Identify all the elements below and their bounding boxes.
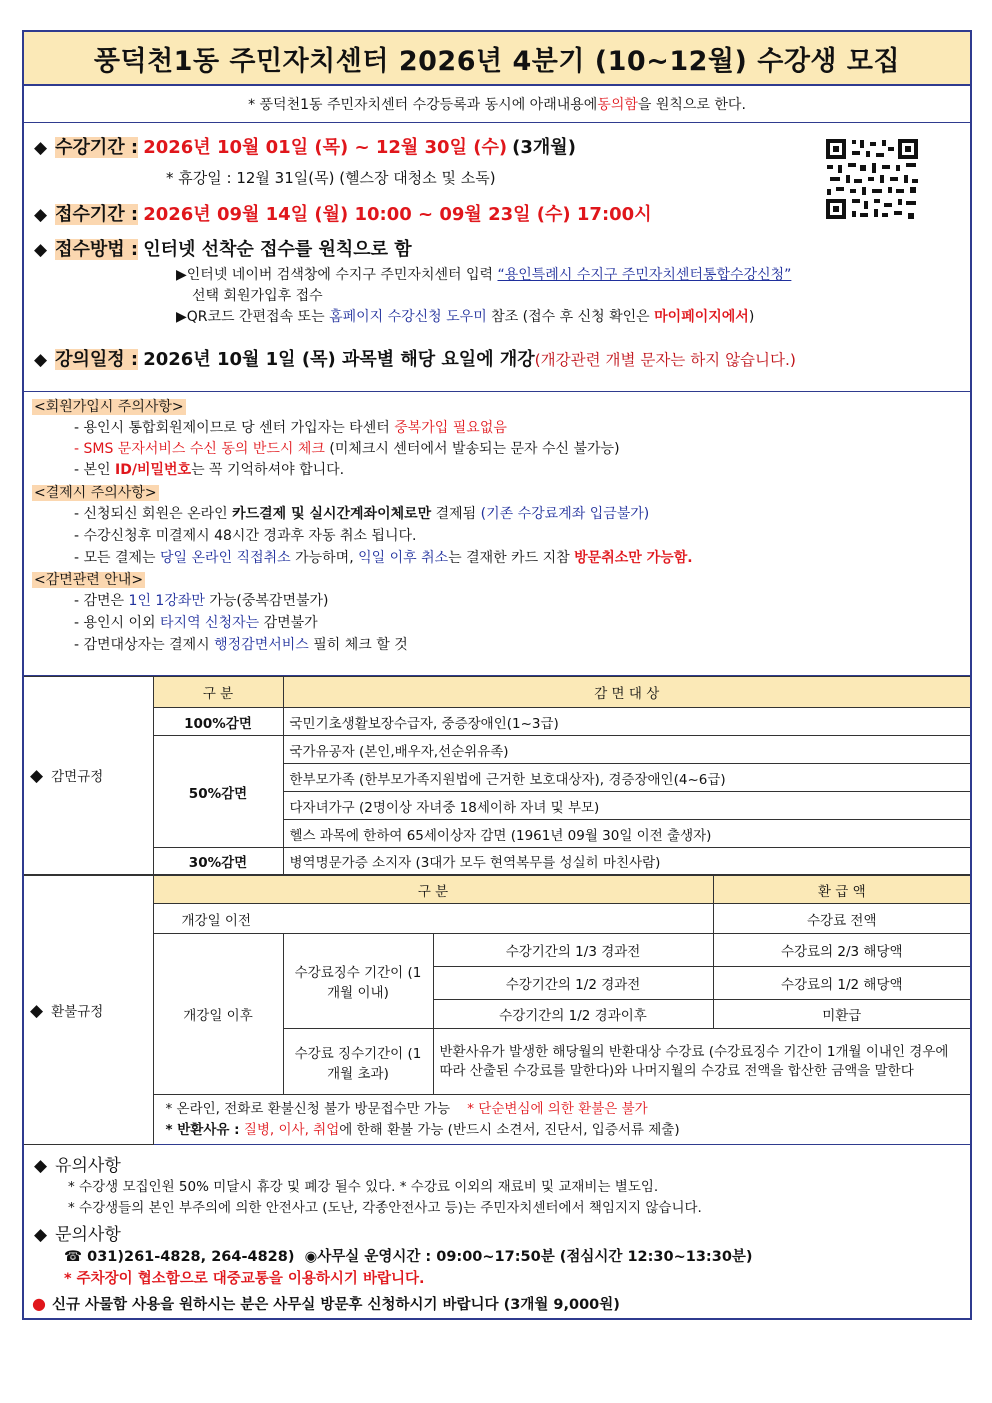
discount-100-value: 국민기초생활보장수급자, 중증장애인(1~3급)	[283, 708, 970, 736]
refund-side-label	[24, 876, 153, 1145]
member-note-2-red: - SMS 문자서비스 수신 동의 반드시 체크	[74, 441, 325, 457]
discount-table	[24, 676, 970, 875]
refund-after-label: 개강일 이후	[153, 934, 283, 1095]
method-line3-prefix: ▶QR코드 간편접속 또는	[176, 309, 330, 325]
discount-100-label: 100%감면	[153, 708, 283, 736]
method-line3-mid: 참조 (접수 후 신청 확인은	[486, 309, 655, 325]
method-line-3	[176, 306, 754, 326]
period-months: (3개월)	[512, 137, 576, 158]
discount-note-1-suffix: 가능(중복감면불가)	[204, 593, 329, 609]
discount-30-value: 병역명문가증 소지자 (3대가 모두 현역복무를 성실히 마친사람)	[283, 848, 970, 875]
method-line1-prefix: ▶인터넷 네이버 검색창에 수지구 주민자치센터 입력	[176, 267, 498, 283]
consent-suffix: 을 원칙으로 한다.	[637, 97, 746, 113]
member-note-2	[74, 438, 620, 458]
refund-before-value: 수강료 전액	[713, 904, 970, 934]
discount-note-3-prefix: - 감면대상자는 결제시	[74, 637, 215, 653]
refund-header-category: 구 분	[153, 876, 713, 904]
contact-heading-text: 문의사항	[55, 1225, 121, 1245]
refund-amount: 미환급	[713, 1000, 970, 1029]
method-line-2: 선택 회원가입후 접수	[192, 288, 323, 304]
parking-note: * 주차장이 협소함으로 대중교통을 이용하시기 바랍니다.	[64, 1271, 425, 1287]
footer-section	[24, 1145, 970, 1313]
payment-note-3-prefix: - 모든 결제는	[74, 550, 161, 566]
refund-note-2-suffix: 에 한해 환불 가능 (반드시 소견서, 진단서, 입증서류 제출)	[339, 1121, 680, 1138]
caution-heading-text: 유의사항	[55, 1156, 121, 1176]
notice-sheet	[22, 30, 972, 1320]
payment-note-1-mid: 결제됨	[431, 506, 481, 522]
member-note-2-suffix: (미체크시 센터에서 발송되는 문자 수신 불가능)	[324, 441, 620, 457]
refund-note-2	[166, 1120, 965, 1141]
refund-note-1	[166, 1099, 965, 1120]
red-dot-icon: ●	[32, 1294, 46, 1313]
phone-number[interactable]: ☎ 031)261-4828, 264-4828)	[64, 1249, 295, 1265]
refund-note-2-red: 질병, 이사, 취업	[239, 1121, 340, 1138]
diamond-icon: ◆	[30, 1000, 44, 1021]
discount-header-category: 구 분	[153, 677, 283, 708]
schedule-note: (개강관련 개별 문자는 하지 않습니다.)	[534, 351, 796, 369]
refund-side-text: 환불규정	[51, 1003, 104, 1020]
discount-note-1-prefix: - 감면은	[74, 593, 129, 609]
payment-note-3-blue2: 익일 이후 취소	[358, 550, 449, 566]
payment-note-3-mid: 가능하며,	[290, 550, 359, 566]
member-note-1	[74, 417, 507, 437]
info-section	[24, 123, 970, 392]
discount-50-value: 국가유공자 (본인,배우자,선순위유족)	[283, 736, 970, 764]
caution-heading	[34, 1151, 121, 1176]
payment-note-1-prefix: - 신청되신 회원은 온라인	[74, 506, 233, 522]
diamond-icon: ◆	[34, 240, 48, 260]
refund-over-value: 반환사유가 발생한 해당월의 반환대상 수강료 (수강료징수 기간이 1개월 이내인 경우에 따라 산출된 수강료를 말한다)와 나머지월의 수강료 전액을 합산한 금액을 말한다	[433, 1029, 970, 1095]
member-note-3-suffix: 는 꼭 기억하셔야 합니다.	[191, 462, 345, 478]
diamond-icon: ◆	[34, 1225, 48, 1245]
page-title: 풍덕천1동 주민자치센터 2026년 4분기 (10~12월) 수강생 모집	[24, 32, 970, 86]
discount-note-1	[74, 590, 328, 610]
qr-code-icon[interactable]	[824, 137, 920, 221]
locker-note-text: 신규 사물함 사용을 원하시는 분은 사무실 방문후 신청하시기 바랍니다 (3개월 9,000원)	[51, 1297, 620, 1313]
payment-notes-heading-text: <결제시 주의사항>	[34, 485, 157, 501]
payment-note-1-blue: (기존 수강료계좌 입금불가)	[480, 506, 650, 522]
refund-before-label: 개강일 이전	[153, 904, 713, 934]
method-line3-suffix: )	[748, 309, 755, 325]
reception-value: 2026년 09월 14일 (월) 10:00 ~ 09월 23일 (수) 17:00시	[143, 204, 652, 225]
member-note-3	[74, 459, 344, 479]
discount-note-2	[74, 612, 318, 632]
diamond-icon: ◆	[34, 1156, 48, 1176]
method-row	[34, 235, 412, 261]
member-note-3-prefix: - 본인	[74, 462, 116, 478]
caution-line-1: * 수강생 모집인원 50% 미달시 휴강 및 폐강 될수 있다. * 수강료 이외의 재료비 및 교재비는 별도임.	[68, 1179, 659, 1195]
consent-prefix: * 풍덕천1동 주민자치센터 수강등록과 동시에 아래내용에	[248, 97, 598, 113]
refund-note-1-red: * 단순변심에 의한 환불은 불가	[467, 1100, 648, 1117]
refund-condition: 수강기간의 1/3 경과전	[433, 934, 713, 967]
payment-note-2: - 수강신청후 미결제시 48시간 경과후 자동 취소 됩니다.	[74, 528, 417, 544]
refund-within-label: 수강료징수 기간이 (1개월 이내)	[283, 934, 433, 1029]
discount-note-3-suffix: 필히 체크 할 것	[308, 637, 408, 653]
holiday-line: * 휴강일 : 12월 31일(목) (헬스장 대청소 및 소독)	[166, 169, 496, 187]
refund-notes	[153, 1095, 970, 1145]
discount-note-2-blue: 타지역 신청자는	[160, 615, 260, 631]
refund-over-label: 수강료 징수기간이 (1개월 초과)	[283, 1029, 433, 1095]
member-note-3-red: ID/비밀번호	[115, 462, 192, 478]
discount-note-3	[74, 634, 408, 654]
discount-side-label	[24, 677, 153, 875]
period-label: 수강기간 :	[55, 137, 139, 158]
discount-50-value: 한부모가족 (한부모가족지원법에 근거한 보호대상자), 경증장애인(4~6급)	[283, 764, 970, 792]
payment-note-3	[74, 547, 693, 567]
homepage-helper-link[interactable]: 홈페이지 수강신청 도우미	[329, 309, 487, 325]
period-row	[34, 133, 576, 159]
discount-30-label: 30%감면	[153, 848, 283, 875]
notes-section	[24, 392, 970, 676]
contact-heading	[34, 1220, 121, 1245]
discount-note-2-suffix: 감면불가	[259, 615, 318, 631]
discount-notes-heading	[32, 569, 145, 589]
payment-note-3-mid2: 는 결재한 카드 지참	[448, 550, 575, 566]
reception-row	[34, 200, 652, 226]
payment-notes-heading	[32, 482, 159, 502]
schedule-value: 2026년 10월 1일 (목) 과목별 해당 요일에 개강	[143, 349, 535, 370]
payment-note-3-red: 방문취소만 가능함.	[574, 550, 693, 566]
office-hours: ◉사무실 운영시간 : 09:00~17:50분 (점심시간 12:30~13:30분)	[304, 1249, 753, 1265]
refund-table	[24, 875, 970, 1145]
refund-header-amount: 환 급 액	[713, 876, 970, 904]
member-notes-heading-text: <회원가입시 주의사항>	[34, 399, 184, 415]
diamond-icon: ◆	[34, 138, 48, 158]
mypage-link[interactable]: 마이페이지에서	[654, 309, 749, 325]
refund-note-1-prefix: * 온라인, 전화로 환불신청 불가 방문접수만 가능	[165, 1100, 451, 1117]
member-note-1-prefix: - 용인시 통합회원제이므로 당 센터 가입자는 타센터	[74, 420, 395, 436]
refund-amount: 수강료의 1/2 해당액	[713, 967, 970, 1000]
member-notes-heading	[32, 396, 186, 416]
discount-50-value: 다자녀가구 (2명이상 자녀중 18세이하 자녀 및 부모)	[283, 792, 970, 820]
discount-side-text: 감면규정	[51, 769, 104, 785]
refund-condition: 수강기간의 1/2 경과이후	[433, 1000, 713, 1029]
caution-line-2: * 수강생들의 본인 부주의에 의한 안전사고 (도난, 각종안전사고 등)는 주민자치센터에서 책임지지 않습니다.	[68, 1200, 702, 1216]
diamond-icon: ◆	[34, 205, 48, 225]
refund-note-2-bold: * 반환사유 :	[165, 1121, 240, 1138]
payment-note-1	[74, 503, 649, 523]
payment-note-3-blue1: 당일 온라인 직접취소	[160, 550, 291, 566]
payment-note-1-bold: 카드결제 및 실시간계좌이체로만	[232, 506, 432, 522]
schedule-label: 강의일정 :	[55, 349, 139, 370]
consent-highlight: 동의함	[597, 97, 638, 113]
refund-amount: 수강료의 2/3 해당액	[713, 934, 970, 967]
contact-line	[64, 1245, 753, 1266]
diamond-icon: ◆	[30, 766, 44, 786]
discount-note-1-blue: 1인 1강좌만	[128, 593, 205, 609]
discount-50-label: 50%감면	[153, 736, 283, 848]
consent-line	[24, 86, 970, 123]
locker-note	[32, 1293, 620, 1314]
discount-notes-heading-text: <감면관련 안내>	[34, 572, 144, 588]
period-value: 2026년 10월 01일 (목) ~ 12월 30일 (수)	[143, 137, 508, 158]
diamond-icon: ◆	[34, 350, 48, 370]
discount-note-2-prefix: - 용인시 이외	[74, 615, 161, 631]
refund-condition: 수강기간의 1/2 경과전	[433, 967, 713, 1000]
discount-50-value: 헬스 과목에 한하여 65세이상자 감면 (1961년 09월 30일 이전 출생자)	[283, 820, 970, 848]
schedule-row	[34, 345, 796, 371]
method-label: 접수방법 :	[55, 239, 139, 260]
reception-label: 접수기간 :	[55, 204, 139, 225]
method-value: 인터넷 선착순 접수를 원칙으로 함	[143, 239, 412, 260]
method-line-1	[176, 264, 791, 284]
discount-header-target: 감 면 대 상	[283, 677, 970, 708]
discount-note-3-blue: 행정감면서비스	[214, 637, 309, 653]
integrated-signup-link[interactable]: “용인특례시 수지구 주민자치센터통합수강신청”	[497, 267, 792, 283]
member-note-1-red: 중복가입 필요없음	[394, 420, 507, 436]
